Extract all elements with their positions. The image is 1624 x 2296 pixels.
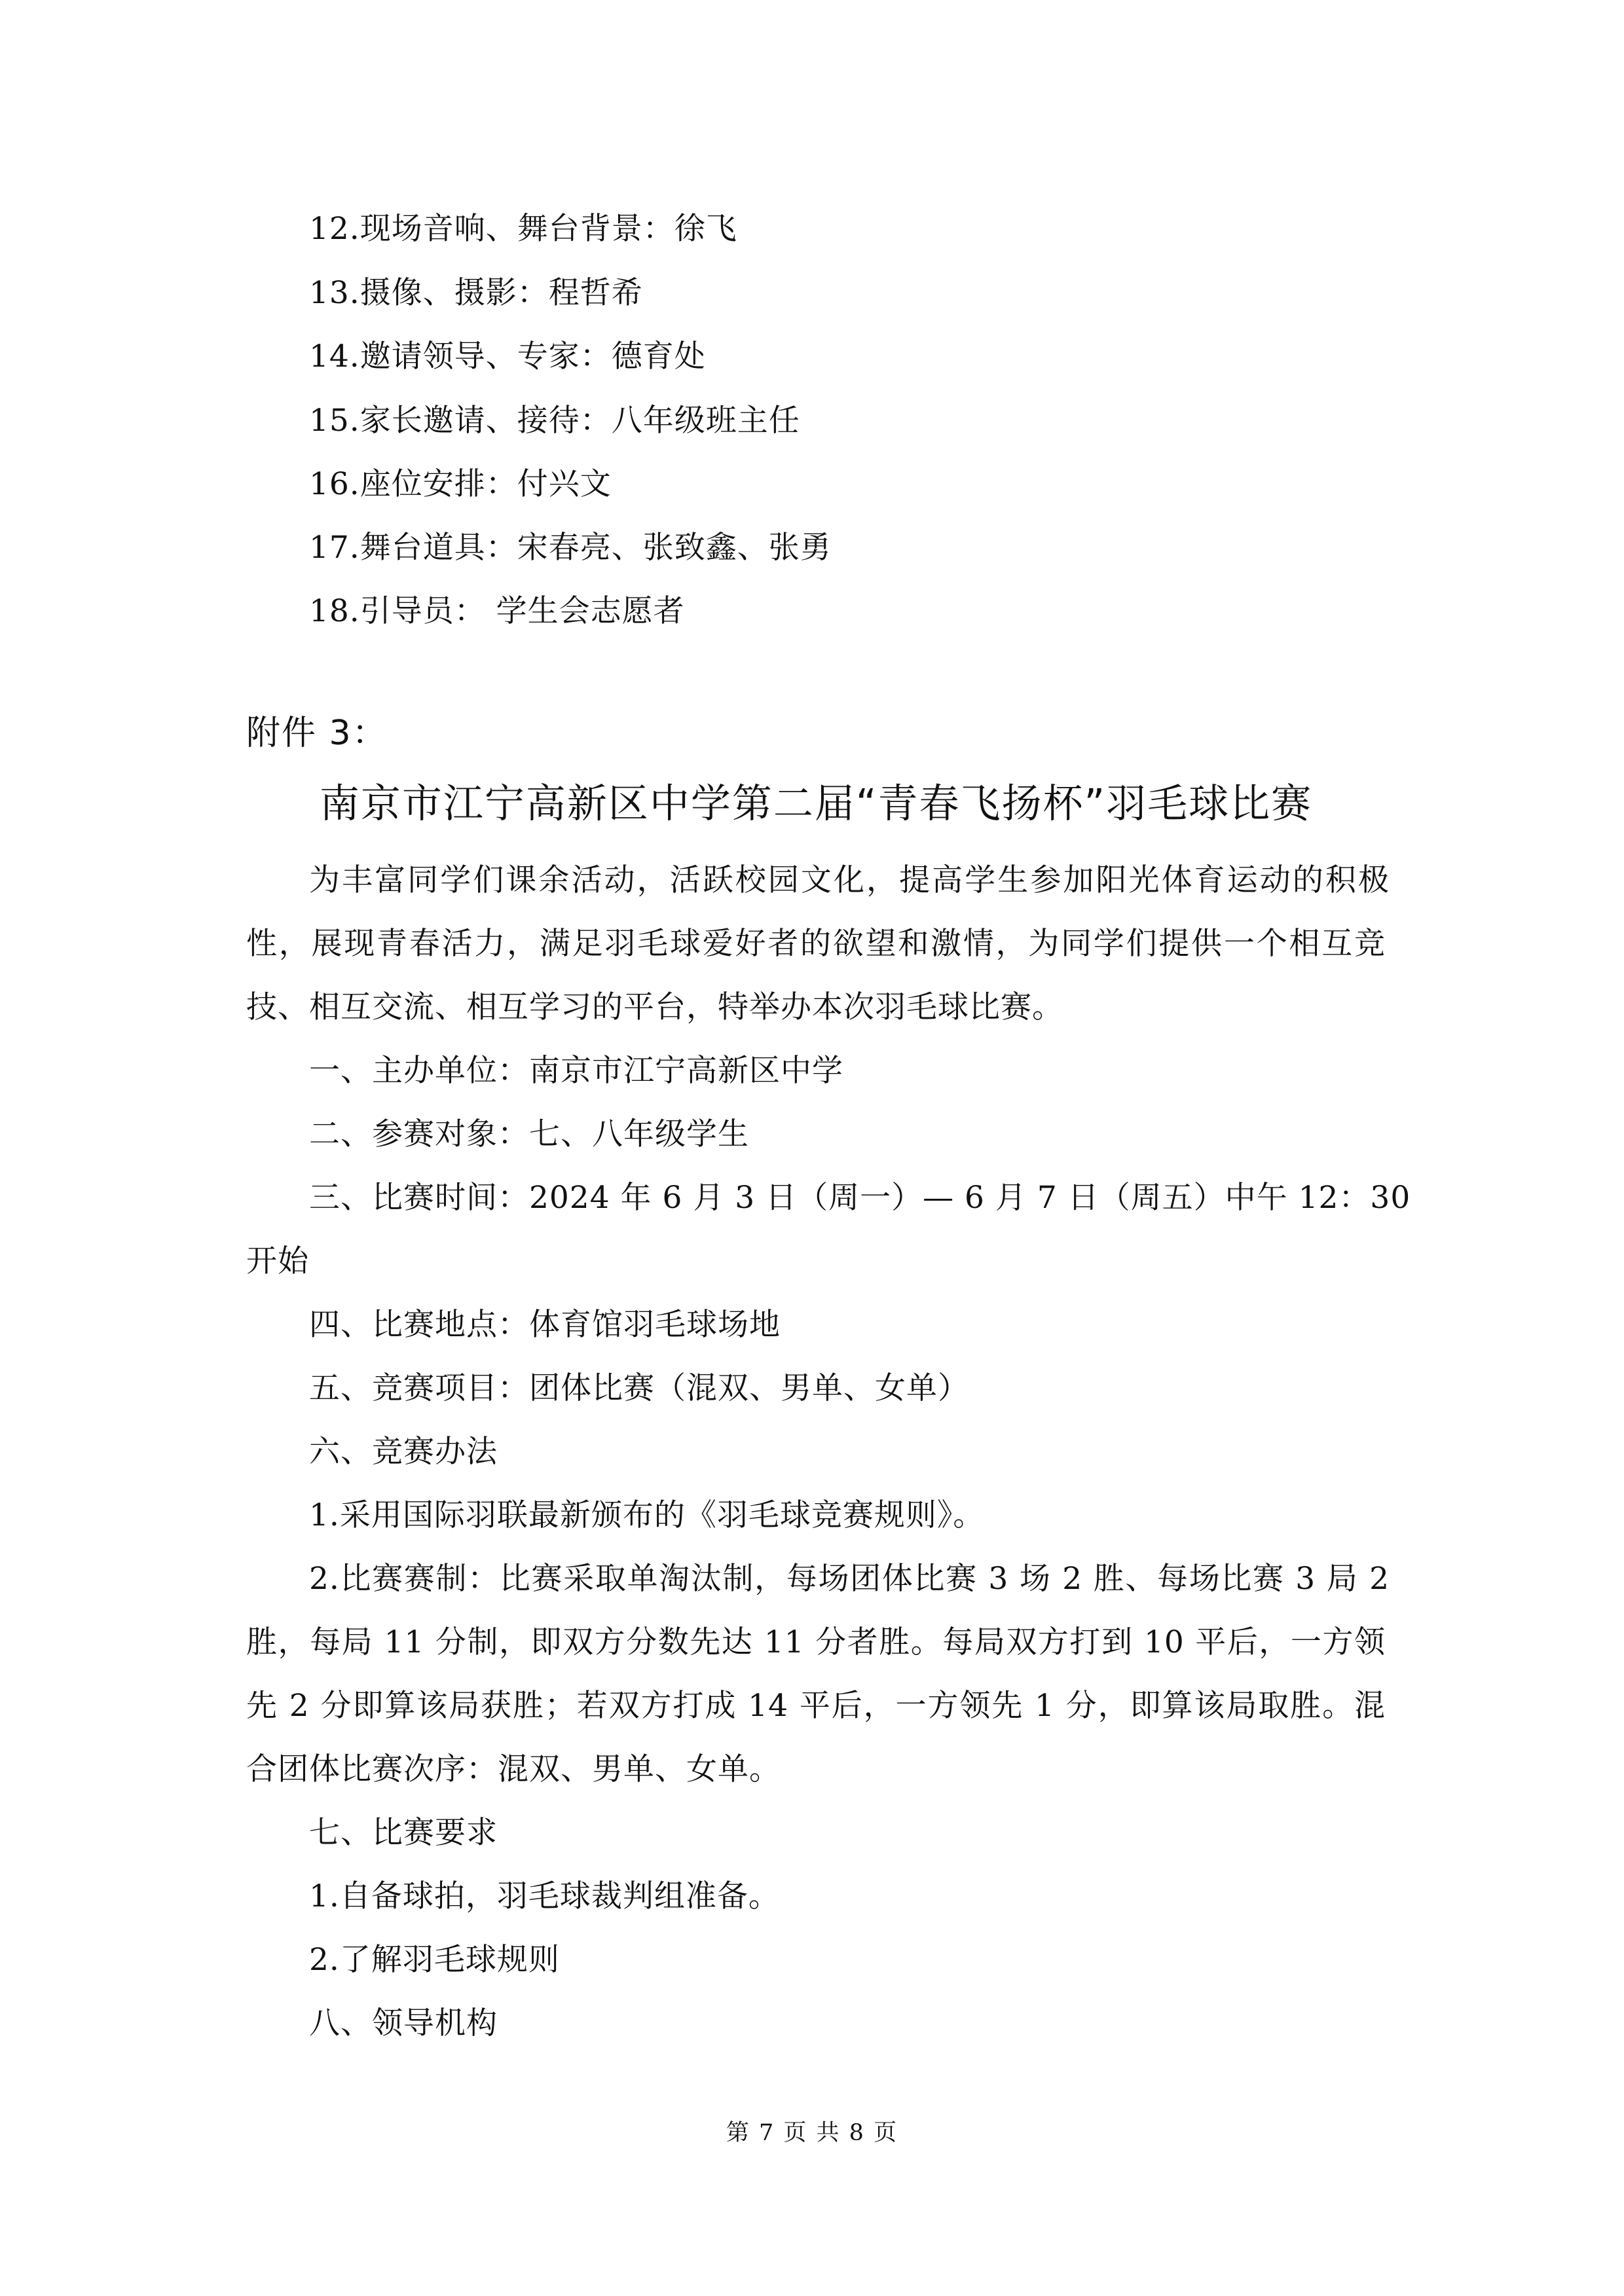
intro-line: 为丰富同学们课余活动，活跃校园文化，提高学生参加阳光体育运动的积极 <box>309 862 1390 898</box>
method-rule-1: 1.采用国际羽联最新颁布的《羽毛球竞赛规则》。 <box>309 1497 985 1533</box>
intro-line: 性，展现青春活力，满足羽毛球爱好者的欲望和激情，为同学们提供一个相互竞 <box>246 926 1386 962</box>
section-leadership-heading: 八、领导机构 <box>309 2005 498 2041</box>
section-time: 三、比赛时间：2024 年 6 月 3 日（周一）— 6 月 7 日（周五）中午 12：30 <box>309 1180 1411 1216</box>
section-requirements-heading: 七、比赛要求 <box>309 1815 498 1851</box>
staff-item: 13.摄像、摄影：程哲希 <box>309 275 643 311</box>
section-venue: 四、比赛地点：体育馆羽毛球场地 <box>309 1307 781 1343</box>
requirement-2: 2.了解羽毛球规则 <box>309 1942 560 1978</box>
document-title: 南京市江宁高新区中学第二届“青春飞扬杯”羽毛球比赛 <box>319 780 1313 827</box>
section-participants: 二、参赛对象：七、八年级学生 <box>309 1116 749 1152</box>
section-events: 五、竞赛项目：团体比赛（混双、男单、女单） <box>309 1370 969 1406</box>
method-rule-2-cont: 胜，每局 11 分制，即双方分数先达 11 分者胜。每局双方打到 10 平后，一方领 <box>246 1624 1386 1660</box>
staff-item: 15.家长邀请、接待：八年级班主任 <box>309 403 800 439</box>
staff-item: 14.邀请领导、专家：德育处 <box>309 338 706 374</box>
method-rule-2: 2.比赛赛制：比赛采取单淘汰制，每场团体比赛 3 场 2 胜、每场比赛 3 局 2 <box>309 1561 1390 1597</box>
staff-item: 17.舞台道具：宋春亮、张致鑫、张勇 <box>309 530 832 566</box>
requirement-1: 1.自备球拍，羽毛球裁判组准备。 <box>309 1878 780 1914</box>
method-rule-2-cont: 合团体比赛次序：混双、男单、女单。 <box>246 1751 781 1787</box>
staff-item: 12.现场音响、舞台背景：徐飞 <box>309 211 737 247</box>
annex-label: 附件 3： <box>246 714 388 753</box>
method-rule-2-cont: 先 2 分即算该局获胜；若双方打成 14 平后，一方领先 1 分，即算该局取胜。混 <box>246 1688 1386 1724</box>
section-organizer: 一、主办单位：南京市江宁高新区中学 <box>309 1053 843 1089</box>
page-number: 第 7 页 共 8 页 <box>726 2120 898 2146</box>
intro-line: 技、相互交流、相互学习的平台，特举办本次羽毛球比赛。 <box>246 989 1063 1025</box>
section-time-cont: 开始 <box>246 1243 309 1279</box>
staff-item: 18.引导员： 学生会志愿者 <box>309 593 685 629</box>
staff-item: 16.座位安排：付兴文 <box>309 466 612 502</box>
section-method-heading: 六、竞赛办法 <box>309 1434 498 1470</box>
